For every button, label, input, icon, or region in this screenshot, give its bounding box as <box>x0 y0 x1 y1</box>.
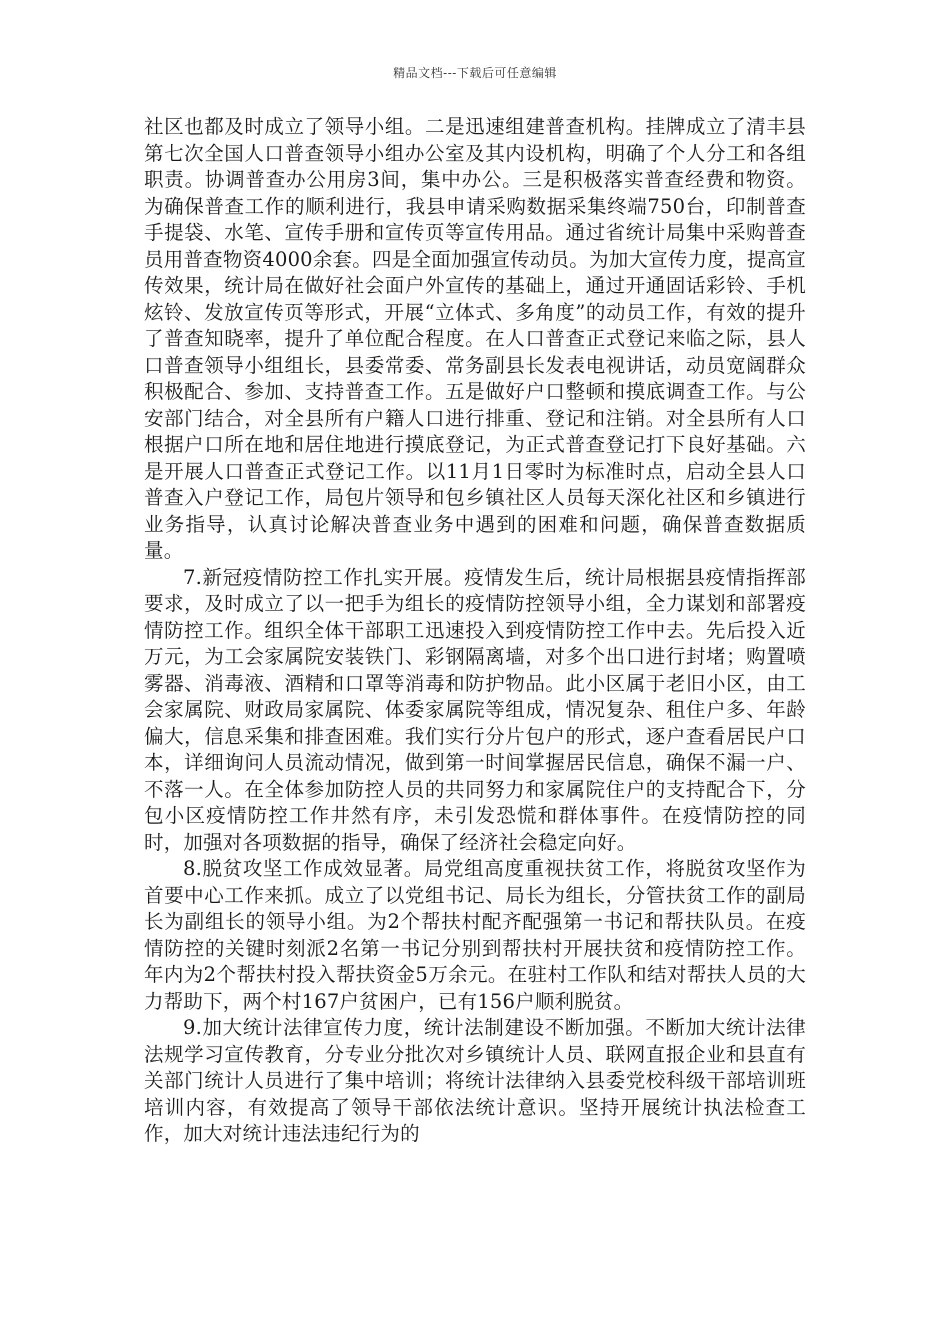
page-header: 精品文档---下载后可任意编辑 <box>393 66 557 80</box>
paragraph-7-epidemic-control: 7.新冠疫情防控工作扎实开展。疫情发生后，统计局根据县疫情指挥部要求，及时成立了以一把手为组长的疫情防控领导小组，全力谋划和部署疫情防控工作。组织全体干部职工迅速投入到疫情防控工作中去。先后投入近万元，为工会家属院安装铁门、彩钢隔离墙，对多个出口进行封堵；购置喷雾器、消毒液、酒精和口罩等消毒和防护物品。此小区属于老旧小区，由工会家属院、财政局家属院、体委家属院等组成，情况复杂、租住户多、年龄偏大，信息采集和排查困难。我们实行分片包户的形式，逐户查看居民户口本，详细询问人员流动情况，做到第一时间掌握居民信息，确保不漏一户、不落一人。在全体参加防控人员的共同努力和家属院住户的支持配合下，分包小区疫情防控工作井然有序，未引发恐慌和群体事件。在疫情防控的同时，加强对各项数据的指导，确保了经济社会稳定向好。 <box>144 565 806 854</box>
paragraph-9-statistics-law: 9.加大统计法律宣传力度，统计法制建设不断加强。不断加大统计法律法规学习宣传教育，分专业分批次对乡镇统计人员、联网直报企业和县直有关部门统计人员进行了集中培训；将统计法律纳入县委党校科级干部培训班培训内容，有效提高了领导干部依法统计意识。坚持开展统计执法检查工作，加大对统计违法违纪行为的 <box>144 1016 806 1145</box>
paragraph-continuation: 社区也都及时成立了领导小组。二是迅速组建普查机构。挂牌成立了清丰县第七次全国人口普查领导小组办公室及其内设机构，明确了个人分工和各组职责。协调普查办公用房3间，集中办公。三是积极落实普查经费和物资。为确保普查工作的顺利进行，我县申请采购数据采集终端750台，印制普查手提袋、水笔、宣传手册和宣传页等宣传用品。通过省统计局集中采购普查员用普查物资4000余套。四是全面加强宣传动员。为加大宣传力度，提高宣传效果，统计局在做好社会面户外宣传的基础上，通过开通固话彩铃、手机炫铃、发放宣传页等形式，开展“立体式、多角度”的动员工作，有效的提升了普查知晓率，提升了单位配合程度。在人口普查正式登记来临之际，县人口普查领导小组组长，县委常委、常务副县长发表电视讲话，动员宽阔群众积极配合、参加、支持普查工作。五是做好户口整顿和摸底调查工作。与公安部门结合，对全县所有户籍人口进行排重、登记和注销。对全县所有人口根据户口所在地和居住地进行摸底登记，为正式普查登记打下良好基础。六是开展人口普查正式登记工作。以11月1日零时为标准时点，启动全县人口普查入户登记工作，局包片领导和包乡镇社区人员每天深化社区和乡镇进行业务指导，认真讨论解决普查业务中遇到的困难和问题，确保普查数据质量。 <box>144 115 806 562</box>
document-body <box>144 114 806 1148</box>
paragraph-8-poverty-alleviation: 8.脱贫攻坚工作成效显著。局党组高度重视扶贫工作，将脱贫攻坚作为首要中心工作来抓。成立了以党组书记、局长为组长，分管扶贫工作的副局长为副组长的领导小组。为2个帮扶村配齐配强第一书记和帮扶队员。在疫情防控的关键时刻派2名第一书记分别到帮扶村开展扶贫和疫情防控工作。年内为2个帮扶村投入帮扶资金5万余元。在驻村工作队和结对帮扶人员的大力帮助下，两个村167户贫困户，已有156户顺利脱贫。 <box>144 857 806 1013</box>
